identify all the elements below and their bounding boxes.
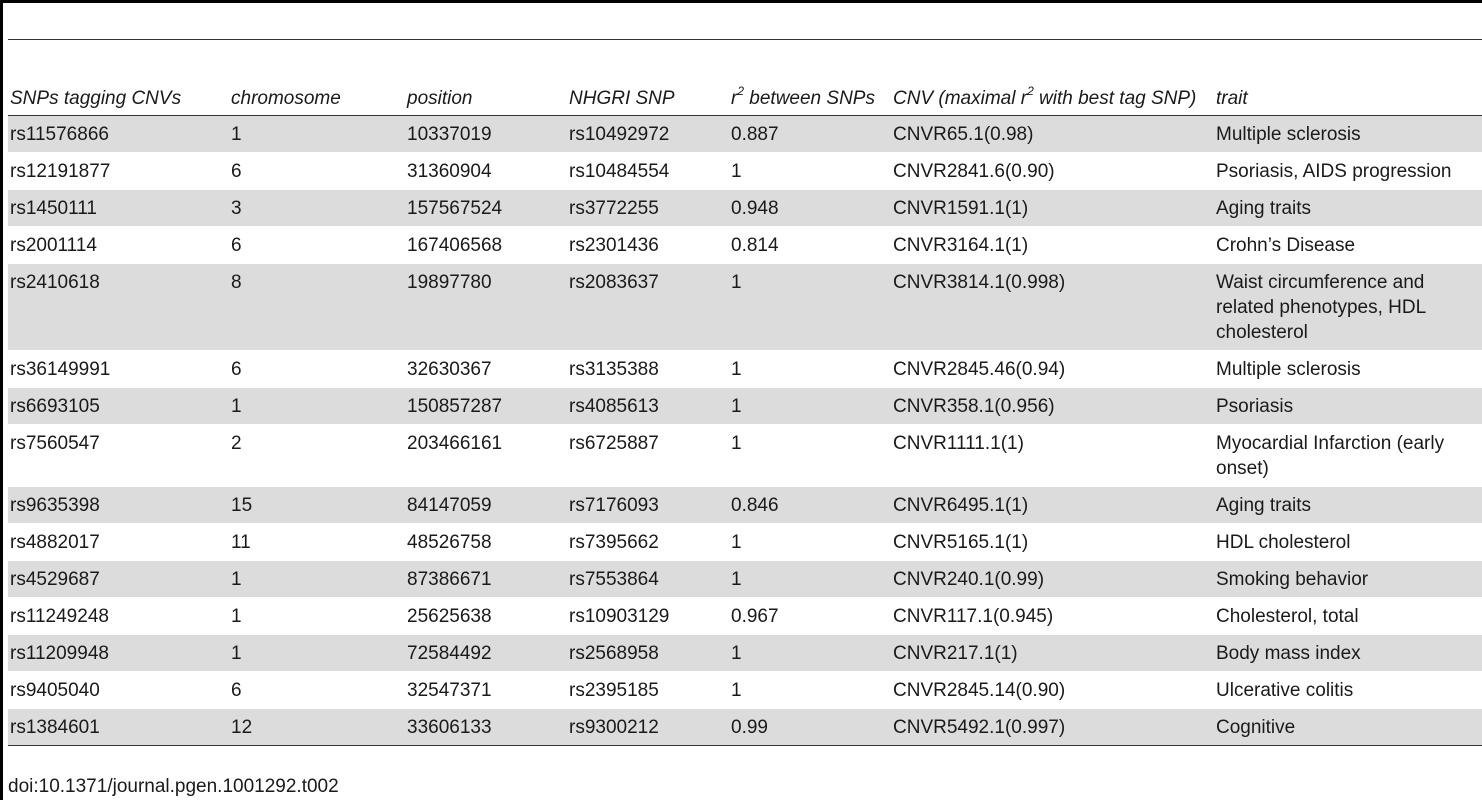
cell-chromosome: 1	[229, 561, 405, 598]
cell-cnv: CNVR3814.1(0.998)	[891, 264, 1214, 351]
cell-snp: rs7560547	[8, 425, 229, 487]
table-row	[8, 487, 1482, 524]
cell-nhgri-snp: rs7395662	[567, 524, 729, 561]
cell-chromosome: 6	[229, 153, 405, 190]
table-row	[8, 598, 1482, 635]
cell-r2: 0.846	[729, 487, 891, 524]
cell-snp: rs11249248	[8, 598, 229, 635]
table-row	[8, 524, 1482, 561]
cell-cnv: CNVR217.1(1)	[891, 635, 1214, 672]
header-cnv	[891, 40, 1214, 116]
header-chromosome: chromosome	[229, 40, 405, 116]
cell-position: 72584492	[405, 635, 567, 672]
cell-trait: Psoriasis, AIDS progression	[1214, 153, 1482, 190]
cell-cnv: CNVR1591.1(1)	[891, 190, 1214, 227]
cell-trait: Ulcerative colitis	[1214, 672, 1482, 709]
r2-suffix: between SNPs	[744, 88, 875, 109]
table-body	[8, 116, 1482, 746]
cell-cnv: CNVR2845.46(0.94)	[891, 351, 1214, 388]
cell-position: 157567524	[405, 190, 567, 227]
cell-trait: Crohn’s Disease	[1214, 227, 1482, 264]
cell-r2: 1	[729, 672, 891, 709]
cell-trait: HDL cholesterol	[1214, 524, 1482, 561]
cell-trait: Cognitive	[1214, 709, 1482, 746]
cell-snp: rs1384601	[8, 709, 229, 746]
cell-r2: 1	[729, 425, 891, 487]
cell-cnv: CNVR6495.1(1)	[891, 487, 1214, 524]
cell-nhgri-snp: rs10484554	[567, 153, 729, 190]
cell-position: 10337019	[405, 116, 567, 153]
cell-nhgri-snp: rs2395185	[567, 672, 729, 709]
cell-cnv: CNVR358.1(0.956)	[891, 388, 1214, 425]
cell-r2: 0.948	[729, 190, 891, 227]
cell-chromosome: 2	[229, 425, 405, 487]
cell-snp: rs6693105	[8, 388, 229, 425]
top-border	[0, 0, 1482, 3]
cell-position: 203466161	[405, 425, 567, 487]
cell-trait: Cholesterol, total	[1214, 598, 1482, 635]
r2-superscript: 2	[737, 83, 745, 98]
cell-trait: Psoriasis	[1214, 388, 1482, 425]
cell-chromosome: 1	[229, 388, 405, 425]
cnv-prefix: CNV (maximal r	[893, 88, 1028, 109]
cell-trait: Multiple sclerosis	[1214, 351, 1482, 388]
table-row	[8, 561, 1482, 598]
cell-snp: rs36149991	[8, 351, 229, 388]
cell-snp: rs2001114	[8, 227, 229, 264]
cell-snp: rs11209948	[8, 635, 229, 672]
table-row	[8, 227, 1482, 264]
cell-trait: Myocardial Infarction (early onset)	[1214, 425, 1482, 487]
cell-chromosome: 1	[229, 635, 405, 672]
cell-trait: Body mass index	[1214, 635, 1482, 672]
cell-position: 25625638	[405, 598, 567, 635]
cell-chromosome: 1	[229, 598, 405, 635]
cell-trait: Multiple sclerosis	[1214, 116, 1482, 153]
cell-cnv: CNVR117.1(0.945)	[891, 598, 1214, 635]
cell-cnv: CNVR5165.1(1)	[891, 524, 1214, 561]
cell-r2: 1	[729, 635, 891, 672]
left-border	[0, 0, 3, 800]
r2-prefix: r	[731, 88, 738, 109]
table-row	[8, 709, 1482, 746]
cell-r2: 1	[729, 264, 891, 351]
cell-snp: rs4882017	[8, 524, 229, 561]
cell-position: 32547371	[405, 672, 567, 709]
cell-r2: 0.99	[729, 709, 891, 746]
cell-nhgri-snp: rs4085613	[567, 388, 729, 425]
cell-chromosome: 15	[229, 487, 405, 524]
header-snps: SNPs tagging CNVs	[8, 40, 229, 116]
cell-nhgri-snp: rs7553864	[567, 561, 729, 598]
cell-snp: rs12191877	[8, 153, 229, 190]
cell-trait: Smoking behavior	[1214, 561, 1482, 598]
cell-nhgri-snp: rs7176093	[567, 487, 729, 524]
cell-cnv: CNVR2841.6(0.90)	[891, 153, 1214, 190]
cell-nhgri-snp: rs9300212	[567, 709, 729, 746]
cell-r2: 0.967	[729, 598, 891, 635]
cell-nhgri-snp: rs3135388	[567, 351, 729, 388]
doi-caption: doi:10.1371/journal.pgen.1001292.t002	[8, 776, 339, 797]
cell-chromosome: 6	[229, 227, 405, 264]
cell-chromosome: 6	[229, 672, 405, 709]
table-row	[8, 635, 1482, 672]
header-row	[8, 40, 1482, 116]
cell-snp: rs1450111	[8, 190, 229, 227]
header-position: position	[405, 40, 567, 116]
cell-nhgri-snp: rs10903129	[567, 598, 729, 635]
cell-trait: Waist circumference and related phenotypes, HDL cholesterol	[1214, 264, 1482, 351]
cell-cnv: CNVR5492.1(0.997)	[891, 709, 1214, 746]
cell-position: 167406568	[405, 227, 567, 264]
cell-nhgri-snp: rs10492972	[567, 116, 729, 153]
cell-position: 87386671	[405, 561, 567, 598]
cell-cnv: CNVR3164.1(1)	[891, 227, 1214, 264]
cell-chromosome: 3	[229, 190, 405, 227]
table-row	[8, 672, 1482, 709]
cell-cnv: CNVR65.1(0.98)	[891, 116, 1214, 153]
table-row	[8, 116, 1482, 153]
table-row	[8, 190, 1482, 227]
cell-trait: Aging traits	[1214, 190, 1482, 227]
cell-nhgri-snp: rs3772255	[567, 190, 729, 227]
cell-snp: rs2410618	[8, 264, 229, 351]
cell-position: 150857287	[405, 388, 567, 425]
table-row	[8, 153, 1482, 190]
table-row	[8, 351, 1482, 388]
header-nhgri-snp: NHGRI SNP	[567, 40, 729, 116]
table-row	[8, 425, 1482, 487]
snp-cnv-table	[8, 39, 1482, 746]
cell-cnv: CNVR1111.1(1)	[891, 425, 1214, 487]
header-trait: trait	[1214, 40, 1482, 116]
cell-nhgri-snp: rs2083637	[567, 264, 729, 351]
cnv-superscript: 2	[1027, 83, 1034, 98]
cell-r2: 1	[729, 561, 891, 598]
cell-r2: 1	[729, 153, 891, 190]
cell-position: 48526758	[405, 524, 567, 561]
cell-position: 33606133	[405, 709, 567, 746]
cell-chromosome: 6	[229, 351, 405, 388]
cell-position: 84147059	[405, 487, 567, 524]
cell-r2: 1	[729, 388, 891, 425]
header-r2-between-snps	[729, 40, 891, 116]
table-row	[8, 388, 1482, 425]
table-row	[8, 264, 1482, 351]
cell-position: 32630367	[405, 351, 567, 388]
cell-cnv: CNVR2845.14(0.90)	[891, 672, 1214, 709]
cell-position: 19897780	[405, 264, 567, 351]
cell-snp: rs4529687	[8, 561, 229, 598]
cell-trait: Aging traits	[1214, 487, 1482, 524]
cell-chromosome: 8	[229, 264, 405, 351]
cell-cnv: CNVR240.1(0.99)	[891, 561, 1214, 598]
cell-r2: 0.887	[729, 116, 891, 153]
cell-snp: rs11576866	[8, 116, 229, 153]
cell-chromosome: 11	[229, 524, 405, 561]
cell-r2: 0.814	[729, 227, 891, 264]
cell-nhgri-snp: rs2568958	[567, 635, 729, 672]
cell-chromosome: 12	[229, 709, 405, 746]
cell-nhgri-snp: rs2301436	[567, 227, 729, 264]
cell-r2: 1	[729, 524, 891, 561]
cell-snp: rs9635398	[8, 487, 229, 524]
cell-snp: rs9405040	[8, 672, 229, 709]
cell-position: 31360904	[405, 153, 567, 190]
cnv-suffix: with best tag SNP)	[1033, 88, 1197, 109]
cell-nhgri-snp: rs6725887	[567, 425, 729, 487]
cell-r2: 1	[729, 351, 891, 388]
cell-chromosome: 1	[229, 116, 405, 153]
